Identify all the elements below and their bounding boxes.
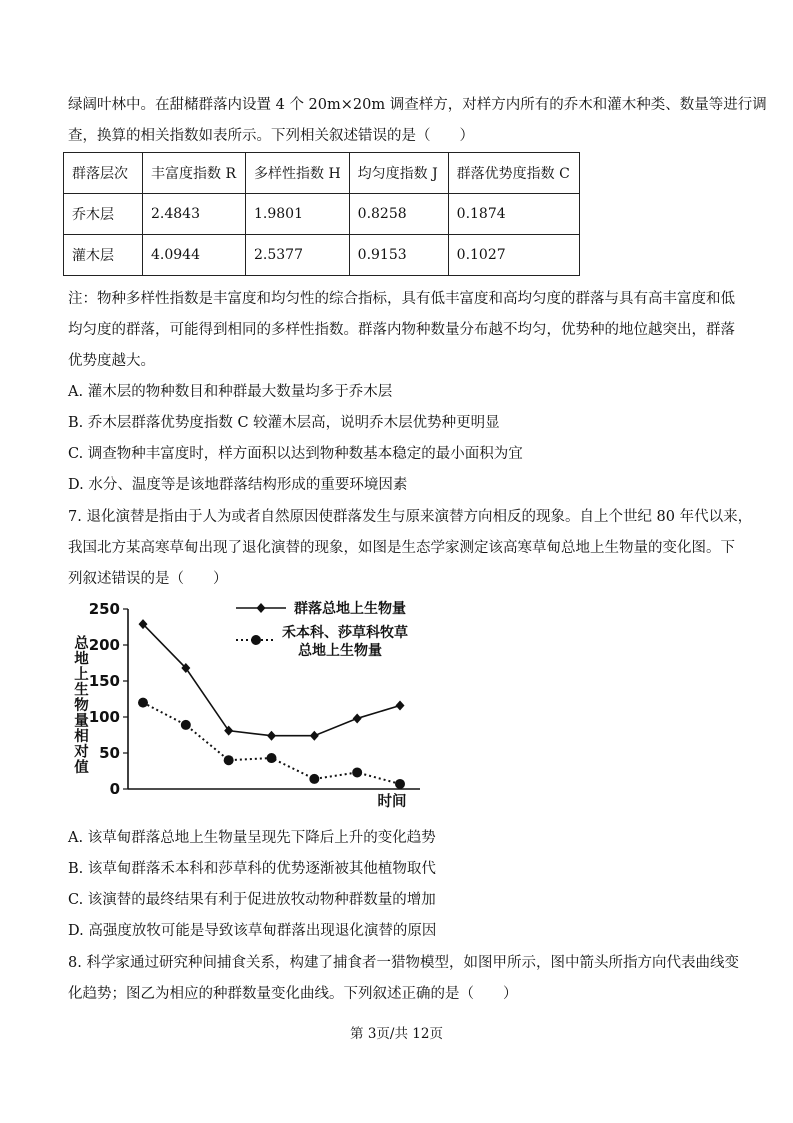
q7-option-b: B. 该草甸群落禾本科和莎草科的优势逐渐被其他植物取代 [68, 861, 436, 877]
table-cell: 0.8258 [349, 194, 448, 235]
q7-option-c: C. 该演替的最终结果有利于促进放牧动物种群数量的增加 [68, 892, 436, 908]
data-point-circle [138, 698, 148, 708]
legend-label-2: 禾本科、莎草科牧草 [282, 625, 408, 641]
data-point-diamond [396, 700, 405, 710]
data-point-circle [181, 720, 191, 730]
q6-option-c: C. 调查物种丰富度时，样方面积以达到物种数基本稳定的最小面积为宜 [68, 446, 523, 462]
table-header-cell: 群落层次 [64, 153, 143, 194]
legend-marker-diamond [257, 603, 266, 613]
biomass-line-chart [60, 595, 440, 815]
table-header-cell: 丰富度指数 R [143, 153, 246, 194]
q7-option-d: D. 高强度放牧可能是导致该草甸群落出现退化演替的原因 [68, 923, 437, 939]
table-header-cell: 群落优势度指数 C [448, 153, 579, 194]
data-point-diamond [353, 713, 362, 723]
q8-line-2: 化趋势；图乙为相应的种群数量变化曲线。下列叙述正确的是（ ） [68, 986, 518, 1002]
data-point-circle [224, 755, 234, 765]
table-cell: 2.5377 [246, 235, 350, 276]
y-tick-label: 50 [99, 744, 120, 762]
intro-line-1: 绿阔叶林中。在甜槠群落内设置 4 个 20m×20m 调查样方，对样方内所有的乔木和灌木种类、数量等进行调 [68, 97, 767, 113]
note-line-1: 注：物种多样性指数是丰富度和均匀性的综合指标，具有低丰富度和高均匀度的群落与具有高丰富度和低 [68, 291, 735, 307]
data-point-diamond [310, 731, 319, 741]
table-cell: 0.1027 [448, 235, 579, 276]
page-footer: 第 3页/共 12页 [350, 1026, 443, 1042]
table-cell: 灌木层 [64, 235, 143, 276]
table-header-cell: 均匀度指数 J [349, 153, 448, 194]
q6-option-b: B. 乔木层群落优势度指数 C 较灌木层高，说明乔木层优势种更明显 [68, 415, 500, 431]
legend-marker-circle [251, 635, 261, 645]
table-row [64, 194, 580, 235]
q7-option-a: A. 该草甸群落总地上生物量呈现先下降后上升的变化趋势 [68, 830, 436, 846]
q7-line-3: 列叙述错误的是（ ） [68, 571, 228, 587]
table-cell: 0.1874 [448, 194, 579, 235]
legend-label-1: 群落总地上生物量 [294, 601, 406, 617]
note-line-3: 优势度越大。 [68, 353, 155, 369]
legend-label-2-cont: 总地上生物量 [298, 643, 382, 659]
y-tick-label: 150 [88, 672, 120, 690]
y-tick-label: 250 [88, 600, 120, 618]
table-cell: 0.9153 [349, 235, 448, 276]
index-table [63, 152, 580, 276]
data-point-circle [309, 774, 319, 784]
table-row [64, 235, 580, 276]
table-cell: 1.9801 [246, 194, 350, 235]
y-tick-label: 200 [88, 636, 120, 654]
q6-option-d: D. 水分、温度等是该地群落结构形成的重要环境因素 [68, 477, 408, 493]
table-cell: 2.4843 [143, 194, 246, 235]
table-header-row [64, 153, 580, 194]
y-tick-label: 100 [88, 708, 120, 726]
data-point-diamond [267, 731, 276, 741]
chart-legend [236, 600, 408, 659]
table-cell: 4.0944 [143, 235, 246, 276]
note-line-2: 均匀度的群落，可能得到相同的多样性指数。群落内物种数量分布越不均匀，优势种的地位越突出，群落 [68, 322, 735, 338]
table-cell: 乔木层 [64, 194, 143, 235]
intro-line-2: 查，换算的相关指数如表所示。下列相关叙述错误的是（ ） [68, 128, 474, 144]
table-header-cell: 多样性指数 H [246, 153, 350, 194]
data-point-circle [267, 753, 277, 763]
y-axis-label: 总地上生物量相对值 [72, 635, 88, 775]
q6-option-a: A. 灌木层的物种数目和种群最大数量均多于乔木层 [68, 384, 393, 400]
q7-line-2: 我国北方某高寒草甸出现了退化演替的现象，如图是生态学家测定该高寒草甸总地上生物量的变化图。下 [68, 540, 735, 556]
data-point-circle [395, 779, 405, 789]
x-axis-label: 时间 [377, 794, 407, 810]
q7-line-1: 7. 退化演替是指由于人为或者自然原因使群落发生与原来演替方向相反的现象。自上个世纪 80 年代以来， [68, 509, 753, 525]
y-tick-label: 0 [109, 780, 120, 798]
data-point-circle [352, 767, 362, 777]
q8-line-1: 8. 科学家通过研究种间捕食关系，构建了捕食者一猎物模型，如图甲所示，图中箭头所指方向代表曲线变 [68, 955, 739, 971]
